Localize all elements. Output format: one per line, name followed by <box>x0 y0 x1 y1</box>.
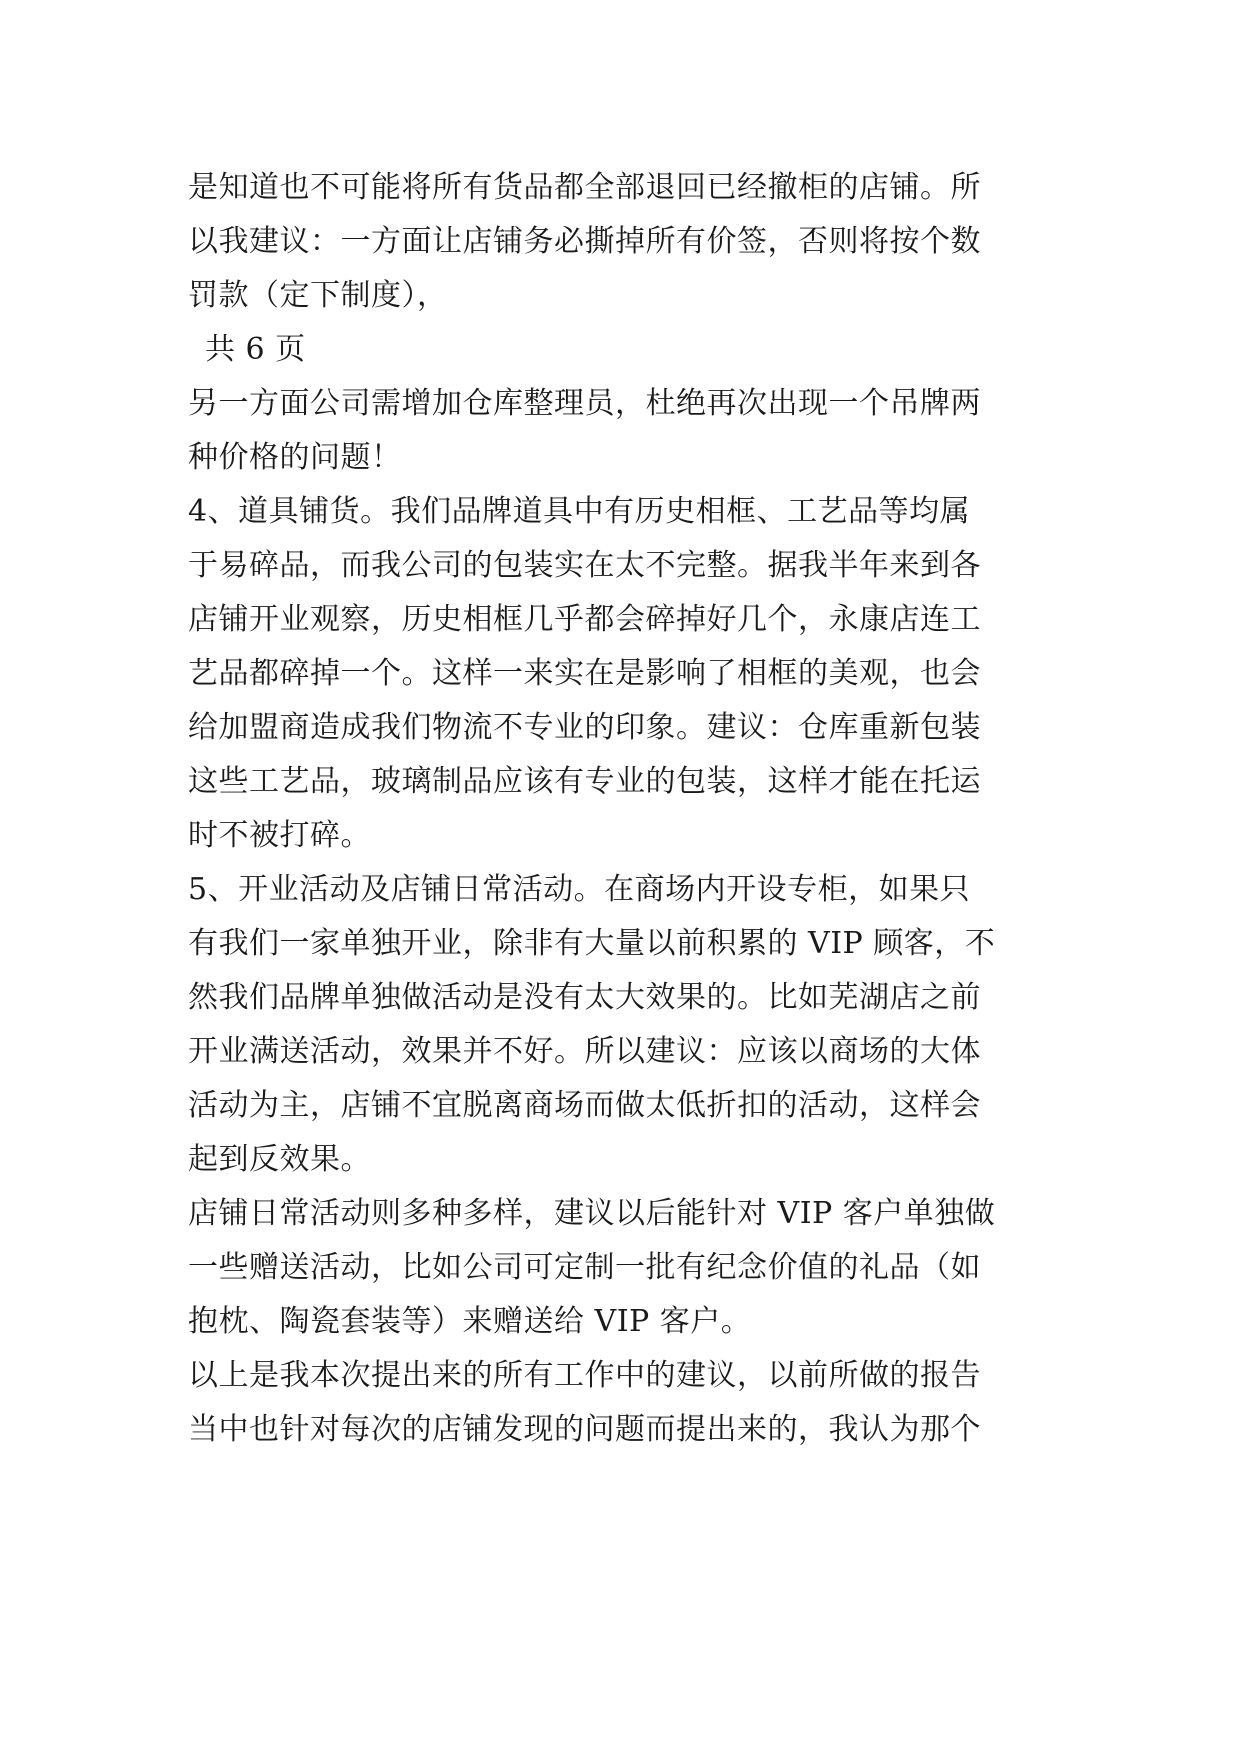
text-line: 以上是我本次提出来的所有工作中的建议，以前所做的报告 <box>188 1358 981 1393</box>
text-line: 当中也针对每次的店铺发现的问题而提出来的，我认为那个 <box>188 1412 981 1447</box>
text-line: 4、道具铺货。我们品牌道具中有历史相框、工艺品等均属 <box>188 494 971 529</box>
text-line: 店铺日常活动则多种多样，建议以后能针对 VIP 客户单独做 <box>188 1196 996 1231</box>
text-line: 艺品都碎掉一个。这样一来实在是影响了相框的美观，也会 <box>188 656 981 691</box>
text-line: 这些工艺品，玻璃制品应该有专业的包装，这样才能在托运 <box>188 764 981 799</box>
text-line: 种价格的问题！ <box>188 440 402 475</box>
page-count-footer: 共 6 页 <box>205 332 306 367</box>
text-line: 以我建议：一方面让店铺务必撕掉所有价签，否则将按个数 <box>188 224 981 259</box>
text-line: 店铺开业观察，历史相框几乎都会碎掉好几个，永康店连工 <box>188 602 981 637</box>
text-line: 给加盟商造成我们物流不专业的印象。建议：仓库重新包装 <box>188 710 981 745</box>
text-line: 然我们品牌单独做活动是没有太大效果的。比如芜湖店之前 <box>188 980 981 1015</box>
text-line: 活动为主，店铺不宜脱离商场而做太低折扣的活动，这样会 <box>188 1088 981 1123</box>
text-line: 另一方面公司需增加仓库整理员，杜绝再次出现一个吊牌两 <box>188 386 981 421</box>
text-line: 于易碎品，而我公司的包装实在太不完整。据我半年来到各 <box>188 548 981 583</box>
text-line: 时不被打碎。 <box>188 818 371 853</box>
text-line: 有我们一家单独开业，除非有大量以前积累的 VIP 顾客，不 <box>188 926 996 961</box>
text-line: 一些赠送活动，比如公司可定制一批有纪念价值的礼品（如 <box>188 1250 981 1285</box>
text-line: 开业满送活动，效果并不好。所以建议：应该以商场的大体 <box>188 1034 981 1069</box>
text-line: 5、开业活动及店铺日常活动。在商场内开设专柜，如果只 <box>188 872 971 907</box>
text-line: 罚款（定下制度）， <box>188 278 448 313</box>
text-line: 起到反效果。 <box>188 1142 371 1177</box>
text-line: 抱枕、陶瓷套装等）来赠送给 VIP 客户。 <box>188 1304 752 1339</box>
text-line: 是知道也不可能将所有货品都全部退回已经撤柜的店铺。所 <box>188 170 981 205</box>
